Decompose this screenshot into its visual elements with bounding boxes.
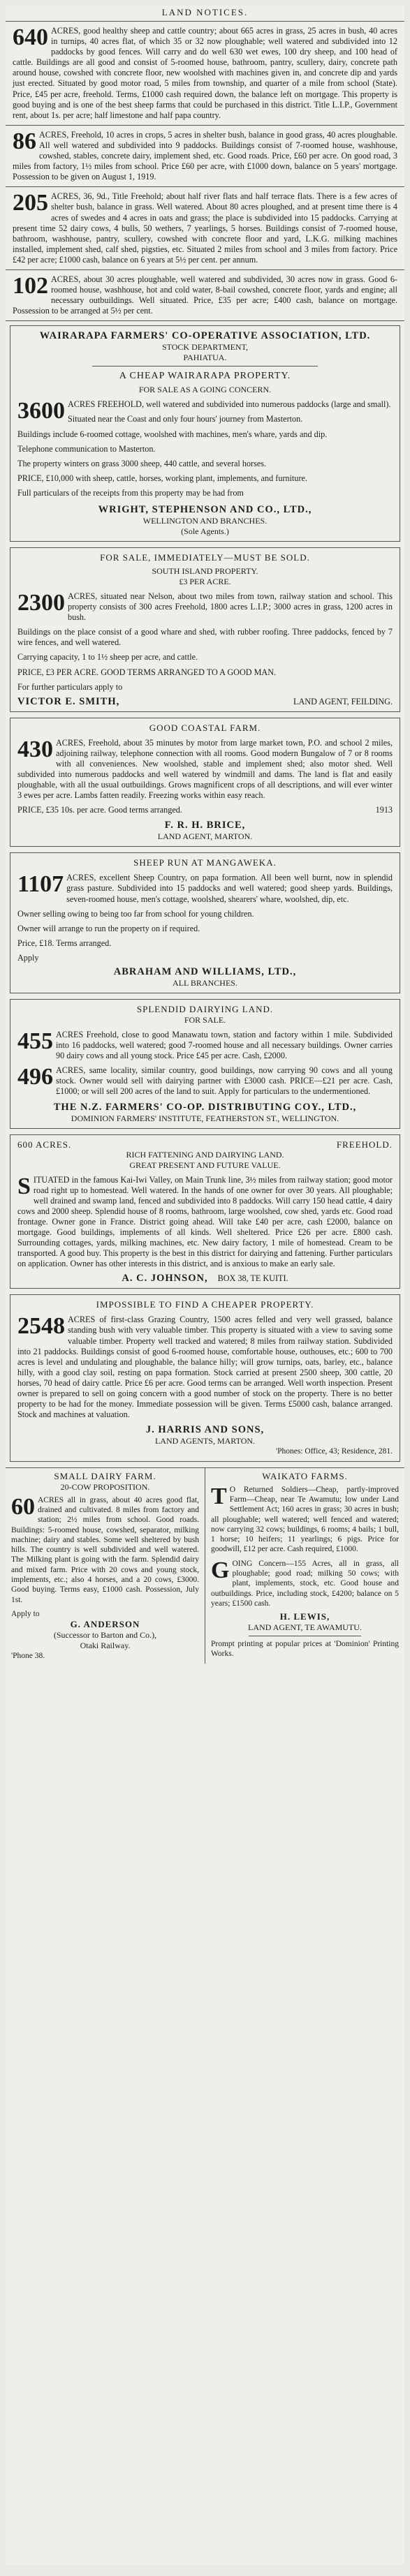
ad-title: WAIKATO FARMS. bbox=[262, 1470, 348, 1481]
ad-acres: 600 ACRES. bbox=[17, 1139, 72, 1150]
ad-text: ACRES, 36, 9d., Title Freehold; about half river flats and half terrace flats. There is a few acres of shelter bush, balance in grass. Well watered. About 80 acres ploughed, and at present time there is 4 acres of swedes and 4 acres in oats and grass; the place is subdivided into 15 paddocks. Carrying at present time 52 dairy cows, 4 bulls, 50 wethers, 7 yearlings, 5 horses. Buildings consist of 7-roomed house, bathroom, washhouse, pantry, scullery, cowshed with concrete floor and yard, L.K.G. milking machines installed, implement shed, calf shed, pigsties, etc. Situated 2 miles from school and 3 miles from factory. Price £42 per acre; £1000 cash, balance on 6 years at 5½ per cent. per annum. bbox=[13, 191, 397, 265]
ad-owner: Owner selling owing to being too far from school for young children. bbox=[17, 908, 254, 919]
agent-sub: ALL BRANCHES. bbox=[173, 977, 237, 988]
printing-notice: Prompt printing at popular prices at 'Dominion' Printing Works. bbox=[211, 1640, 399, 1659]
ad-title: FOR SALE, IMMEDIATELY—MUST BE SOLD. bbox=[100, 552, 310, 563]
ad-sub2: GREAT PRESENT AND FUTURE VALUE. bbox=[129, 1160, 281, 1170]
ad-86-acres bbox=[6, 126, 404, 187]
lead-number: 496 bbox=[17, 1064, 53, 1090]
ad-para: Full particulars of the receipts from this property may be had from bbox=[17, 487, 244, 498]
bottom-columns bbox=[6, 1467, 404, 1664]
ad-code: 1913 bbox=[375, 805, 393, 815]
ad-waikato bbox=[205, 1468, 404, 1664]
ad-text: ACRES Freehold, close to good Manawatu town, station and factory within 1 mile. Subdivided into 16 paddocks, well watered; good 7-roomed house and all necessary buildings. Owner carries 90 dairy cows and all young stock. Price £45 per acre. Cash, £2000. bbox=[56, 1029, 393, 1061]
ad-south-island bbox=[10, 547, 400, 712]
lead-number: 640 bbox=[13, 24, 48, 50]
ad-dept: STOCK DEPARTMENT, bbox=[161, 342, 249, 353]
lead-number: 455 bbox=[17, 1028, 53, 1054]
ad-dairying-land bbox=[10, 999, 400, 1129]
ad-apply: Apply to bbox=[11, 1609, 40, 1618]
ad-para: Telephone communication to Masterton. bbox=[17, 443, 156, 454]
divider bbox=[92, 366, 317, 367]
drop-letter: T bbox=[211, 1483, 227, 1509]
drop-letter: S bbox=[17, 1173, 31, 1199]
agent-sub: WELLINGTON AND BRANCHES. bbox=[142, 516, 268, 526]
agent-note: (Sole Agents.) bbox=[181, 526, 229, 536]
ad-title: SMALL DAIRY FARM. bbox=[54, 1470, 156, 1481]
ad-text: ACRES FREEHOLD, well watered and subdivided into numerous paddocks (large and small). bbox=[68, 399, 391, 410]
lead-number: 2300 bbox=[17, 590, 65, 616]
ad-coastal-farm bbox=[10, 718, 400, 847]
ad-title: WAIRARAPA FARMERS' CO-OPERATIVE ASSOCIATION, LTD. bbox=[39, 330, 371, 342]
ad-text: ACRES, same locality, similar country, good buildings, now carrying 90 cows and all young stock. Owner would sell with dairying partner with £3000 cash. PRICE—£21 per acre. Cash, £1000; or will sell 200 acres of the land to suit. Apply for particulars to the undermentioned. bbox=[56, 1065, 393, 1097]
ad-title: SPLENDID DAIRYING LAND. bbox=[136, 1003, 274, 1014]
ad-text: ACRES of first-class Grazing Country, 1500 acres felled and very well grassed, balance standing bush with very valuable timber. This property is situated with a view to saving some valuable timber. Property well tracked and watered; 8 miles from railway station. Subdivided into 21 paddocks. Buildings consist of good 6-roomed house, comfortable house, outhouses, etc.; 600 to 700 acres is level and undulating and ploughable, the balance hilly; will grow turnips, oats, barley, etc., balance hilly, with a good clay soil, resting on papa formation. Stock carried at present 2500 sheep, 300 cattle, 20 horses, 70 head of dairy cattle. Price £6 per acre. Good terms can be arranged. Well worth inspection. Present owner is prepared to sell on going concern with a good number of stock on the property. There is no better property to be had for the money. Immediate possession will be given. Terms £5000 cash, balance arranged. Stock and machines at valuation. bbox=[17, 1315, 393, 1420]
lead-number: 60 bbox=[11, 1493, 35, 1520]
ad-para: Situated near the Coast and only four hours' journey from Masterton. bbox=[68, 414, 303, 424]
ad-subtitle: FOR SALE. bbox=[184, 1014, 226, 1025]
ad-text: ITUATED in the famous Kai-Iwi Valley, on Main Trunk line, 3½ miles from railway station; good motor road right up to homestead. Well watered. In the hands of one owner for over 30 years. All ploughable; well drained and swamp land, fenced and subdivided into 8 paddocks. Will carry 150 head cattle, 4 dairy cows and 2000 sheep. Splendid house of 8 rooms, bathroom, large woolshed, cow shed, yards etc. Good road frontage. Owner gone in France. District going ahead. Will take £40 per acre, cash £2000, balance on mortgage. Good buildings, implements of all kinds. Well sheltered. Price £26 per acre. £800 cash. Surrounding cottages, yards, milking machines, etc. New dairy factory, 1 mile of homestead. Cream to be transported. A good buy. This property is the best in this district for dairying and fattening. Further particulars on application. Owner has other interests in this district, and is anxious to make an early sale. bbox=[17, 1174, 393, 1269]
lead-number: 2548 bbox=[17, 1313, 65, 1340]
ad-title: SHEEP RUN AT MANGAWEKA. bbox=[133, 857, 277, 868]
agent-role: LAND AGENTS, MARTON. bbox=[154, 1436, 256, 1446]
ad-205-acres bbox=[6, 187, 404, 270]
ad-para: Buildings on the place consist of a good whare and shed, with rubber roofing. Three paddocks, fenced by 7 wire fences, and well watered. bbox=[17, 627, 393, 648]
agent-sub: DOMINION FARMERS' INSTITUTE, FEATHERSTON ST., WELLINGTON. bbox=[71, 1113, 339, 1123]
lead-number: 1107 bbox=[17, 871, 64, 898]
ad-text: ACRES, excellent Sheep Country, on papa formation. All been well burnt, now in splendid grass pasture. Subdivided into 15 paddocks and well watered; good sheep yards. Buildings, seven-roomed house, men's cottage, woolshed, shearers' whare, woolshed, dip, etc. bbox=[66, 873, 393, 904]
ad-grazing-country bbox=[10, 1294, 400, 1461]
ad-price: Price, £18. Terms arranged. bbox=[17, 938, 112, 948]
ad-text: O Returned Soldiers—Cheap, partly-improved Farm—Cheap, near Te Awamutu; low under Land Settlement Act; 160 acres in grass; 30 acres in bush; all ploughable; well watered; well fenced and watered; now carrying 32 cows; buildings, 6 rooms; 4 bails; 1 bull, 1 horse; 10 heifers; 11 yearlings; 6 pigs. Price for goodwill, £12 per acre. Cash required, £1000. bbox=[211, 1485, 399, 1554]
agent-address: BOX 38, TE KUITI. bbox=[217, 1273, 288, 1284]
agent-phone: 'Phone 38. bbox=[11, 1652, 45, 1661]
lead-number: 430 bbox=[17, 736, 53, 762]
ad-subhead: FOR SALE AS A GOING CONCERN. bbox=[138, 385, 272, 395]
agent-name: ABRAHAM AND WILLIAMS, LTD., bbox=[113, 965, 297, 977]
ad-town: PAHIATUA. bbox=[183, 353, 227, 363]
ad-text: ACRES, situated near Nelson, about two miles from town, railway station and school. This property consists of 300 acres Freehold, 1800 acres L.I.P.; 3000 acres in grass, 1200 acres in bush. bbox=[68, 591, 393, 623]
ad-title: IMPOSSIBLE TO FIND A CHEAPER PROPERTY. bbox=[96, 1299, 314, 1310]
ad-text: ACRES, Freehold, about 35 minutes by motor from large market town, P.O. and school 2 miles, adjoining railway, telephone connection with all rooms. Good modern Bungalow of 7 or 8 rooms with all conveniences. New woolshed, stable and implement shed; also motor shed. Well subdivided into numerous paddocks and well watered by windmill and dams. The land is flat and easily ploughable, with all the usual outbuildings. Grows magnificent crops of all descriptions, and will ever winter 3 ewes per acre. Lambs fatten readily. Freezing works within easy reach. bbox=[17, 737, 393, 801]
lead-number: 86 bbox=[13, 128, 36, 154]
agent-name: H. LEWIS, bbox=[279, 1611, 330, 1622]
ad-640-acres bbox=[6, 22, 404, 126]
newspaper-page bbox=[6, 6, 404, 2565]
agent-town: Otaki Railway. bbox=[80, 1641, 131, 1651]
ad-600-acres bbox=[10, 1134, 400, 1289]
ad-para: Carrying capacity, 1 to 1½ sheep per acre, and cattle. bbox=[17, 652, 198, 662]
ad-title: GOOD COASTAL FARM. bbox=[149, 722, 261, 733]
ad-text: OING Concern—155 Acres, all in grass, all ploughable; good road; milking 50 cows; with plant, implements, stock, etc. Good house and outbuildings. Price, including stock, £4200; balance on 5 years; £1500 cash. bbox=[211, 1559, 399, 1608]
ad-headline: A CHEAP WAIRARAPA PROPERTY. bbox=[119, 371, 291, 382]
ad-text: ACRES, good healthy sheep and cattle country; about 665 acres in grass, 25 acres in bush, 40 acres in turnips, 40 acres flat, of which 35 or 32 now ploughable; well watered and subdivided into 12 paddocks by good fences. Will carry and do well 630 wet ewes, 100 dry sheep, and 100 head of cattle. Buildings are all good and consist of 5-roomed house, bathroom, pantry, scullery, dairy, concrete path around house, cowshed with concrete floor, new woolshed with machines given in, and concrete dip and yards just erected. Situated by good motor road, 5 miles from township, and quarter of a mile from school (State). Price, £45 per acre, freehold. Terms, £1000 cash required down, the balance left on mortgage. This property is good buying and is one of the best sheep farms that could be purchased in this district. Title L.I.P., Government rent, about 1s. per acre; half limestone and half papa country. bbox=[13, 26, 397, 120]
ad-sub2: £3 PER ACRE. bbox=[179, 577, 231, 586]
agent-name: VICTOR E. SMITH, bbox=[17, 695, 120, 707]
ad-sub: RICH FATTENING AND DAIRYING LAND. bbox=[126, 1149, 284, 1160]
lead-number: 102 bbox=[13, 272, 48, 299]
ad-text: ACRES, Freehold, 10 acres in crops, 5 acres in shelter bush, balance in good grass, 40 acres ploughable. All well watered and subdivided into 9 paddocks. Buildings consist of 7-roomed house, washhouse, cowshed, stables, concrete dairy, implement shed, etc. Good roads. Price, £60 per acre. On good road, 3 miles from factory, 1½ miles from school. Price £60 per acre, with £1000 down, balance on 5 years' mortgage. Possession to be given on August 1, 1919. bbox=[13, 129, 397, 182]
ad-para: PRICE, £10,000 with sheep, cattle, horses, working plant, implements, and furniture. bbox=[17, 473, 307, 483]
ad-tenure: FREEHOLD. bbox=[336, 1139, 393, 1150]
ad-text: ACRES all in grass, about 40 acres good flat, drained and cultivated. 8 miles from factory and station; 2½ miles from school. Good roads. Buildings: 5-roomed house, cowshed, separator, milking machine; dairy and stables. Some well sheltered by bush hills. The country is well subdivided and well watered. The Milking plant is going with the farm. Splendid dairy and mixed farm. Price with 20 cows and young stock, implements, etc.; also 4 horses, and a 20 cows, £3000. Good buying. Terms easy, £1000 cash. Possession, July 1st. bbox=[11, 1495, 199, 1604]
ad-apply: Apply bbox=[17, 952, 39, 963]
lead-number: 205 bbox=[13, 190, 48, 216]
ad-para: Buildings include 6-roomed cottage, woolshed with machines, men's whare, yards and dip. bbox=[17, 429, 328, 439]
agent-phones: 'Phones: Office, 43; Residence, 281. bbox=[276, 1447, 393, 1456]
agent-role: LAND AGENT, TE AWAMUTU. bbox=[248, 1622, 362, 1633]
ad-mangaweka bbox=[10, 852, 400, 993]
ad-wairarapa bbox=[10, 325, 400, 542]
agent-role: LAND AGENT, MARTON. bbox=[157, 831, 253, 842]
ad-para: PRICE, £3 PER ACRE. GOOD TERMS ARRANGED TO A GOOD MAN. bbox=[17, 667, 277, 677]
agent-note: (Successor to Barton and Co.), bbox=[53, 1630, 157, 1641]
agent-role: LAND AGENT, FEILDING. bbox=[293, 696, 393, 706]
ad-para: The property winters on grass 3000 sheep, 440 cattle, and several horses. bbox=[17, 458, 267, 468]
agent-name: WRIGHT, STEPHENSON AND CO., LTD., bbox=[98, 504, 312, 515]
ad-run: Owner will arrange to run the property on if required. bbox=[17, 923, 200, 933]
ad-apply: For further particulars apply to bbox=[17, 681, 123, 692]
agent-name: THE N.Z. FARMERS' CO-OP. DISTRIBUTING COY., LTD., bbox=[53, 1101, 357, 1113]
agent-name: G. ANDERSON bbox=[70, 1619, 140, 1630]
ad-text: ACRES, about 30 acres ploughable, well watered and subdivided, 30 acres now in grass. Good 6-roomed house, washhouse, hot and cold water, 8-bail cowshed, concrete floor, yards and engine; all necessary outbuildings. Well situated. Price, £35 per acre; £400 cash, balance on mortgage. Possession to be arranged at 5½ per cent. bbox=[13, 274, 397, 316]
lead-number: 3600 bbox=[17, 398, 65, 424]
ad-price: PRICE, £35 10s. per acre. Good terms arranged. bbox=[17, 805, 182, 815]
drop-letter: G bbox=[211, 1557, 230, 1583]
ad-sub: SOUTH ISLAND PROPERTY. bbox=[152, 566, 258, 576]
ad-small-dairy bbox=[6, 1468, 205, 1664]
section-header: LAND NOTICES. bbox=[6, 6, 404, 22]
agent-name: F. R. H. BRICE, bbox=[164, 820, 246, 831]
agent-name: J. HARRIS AND SONS, bbox=[145, 1424, 265, 1436]
ad-sub: 20-COW PROPOSITION. bbox=[60, 1481, 150, 1492]
ad-102-acres bbox=[6, 270, 404, 321]
agent-name: A. C. JOHNSON, bbox=[122, 1273, 208, 1285]
